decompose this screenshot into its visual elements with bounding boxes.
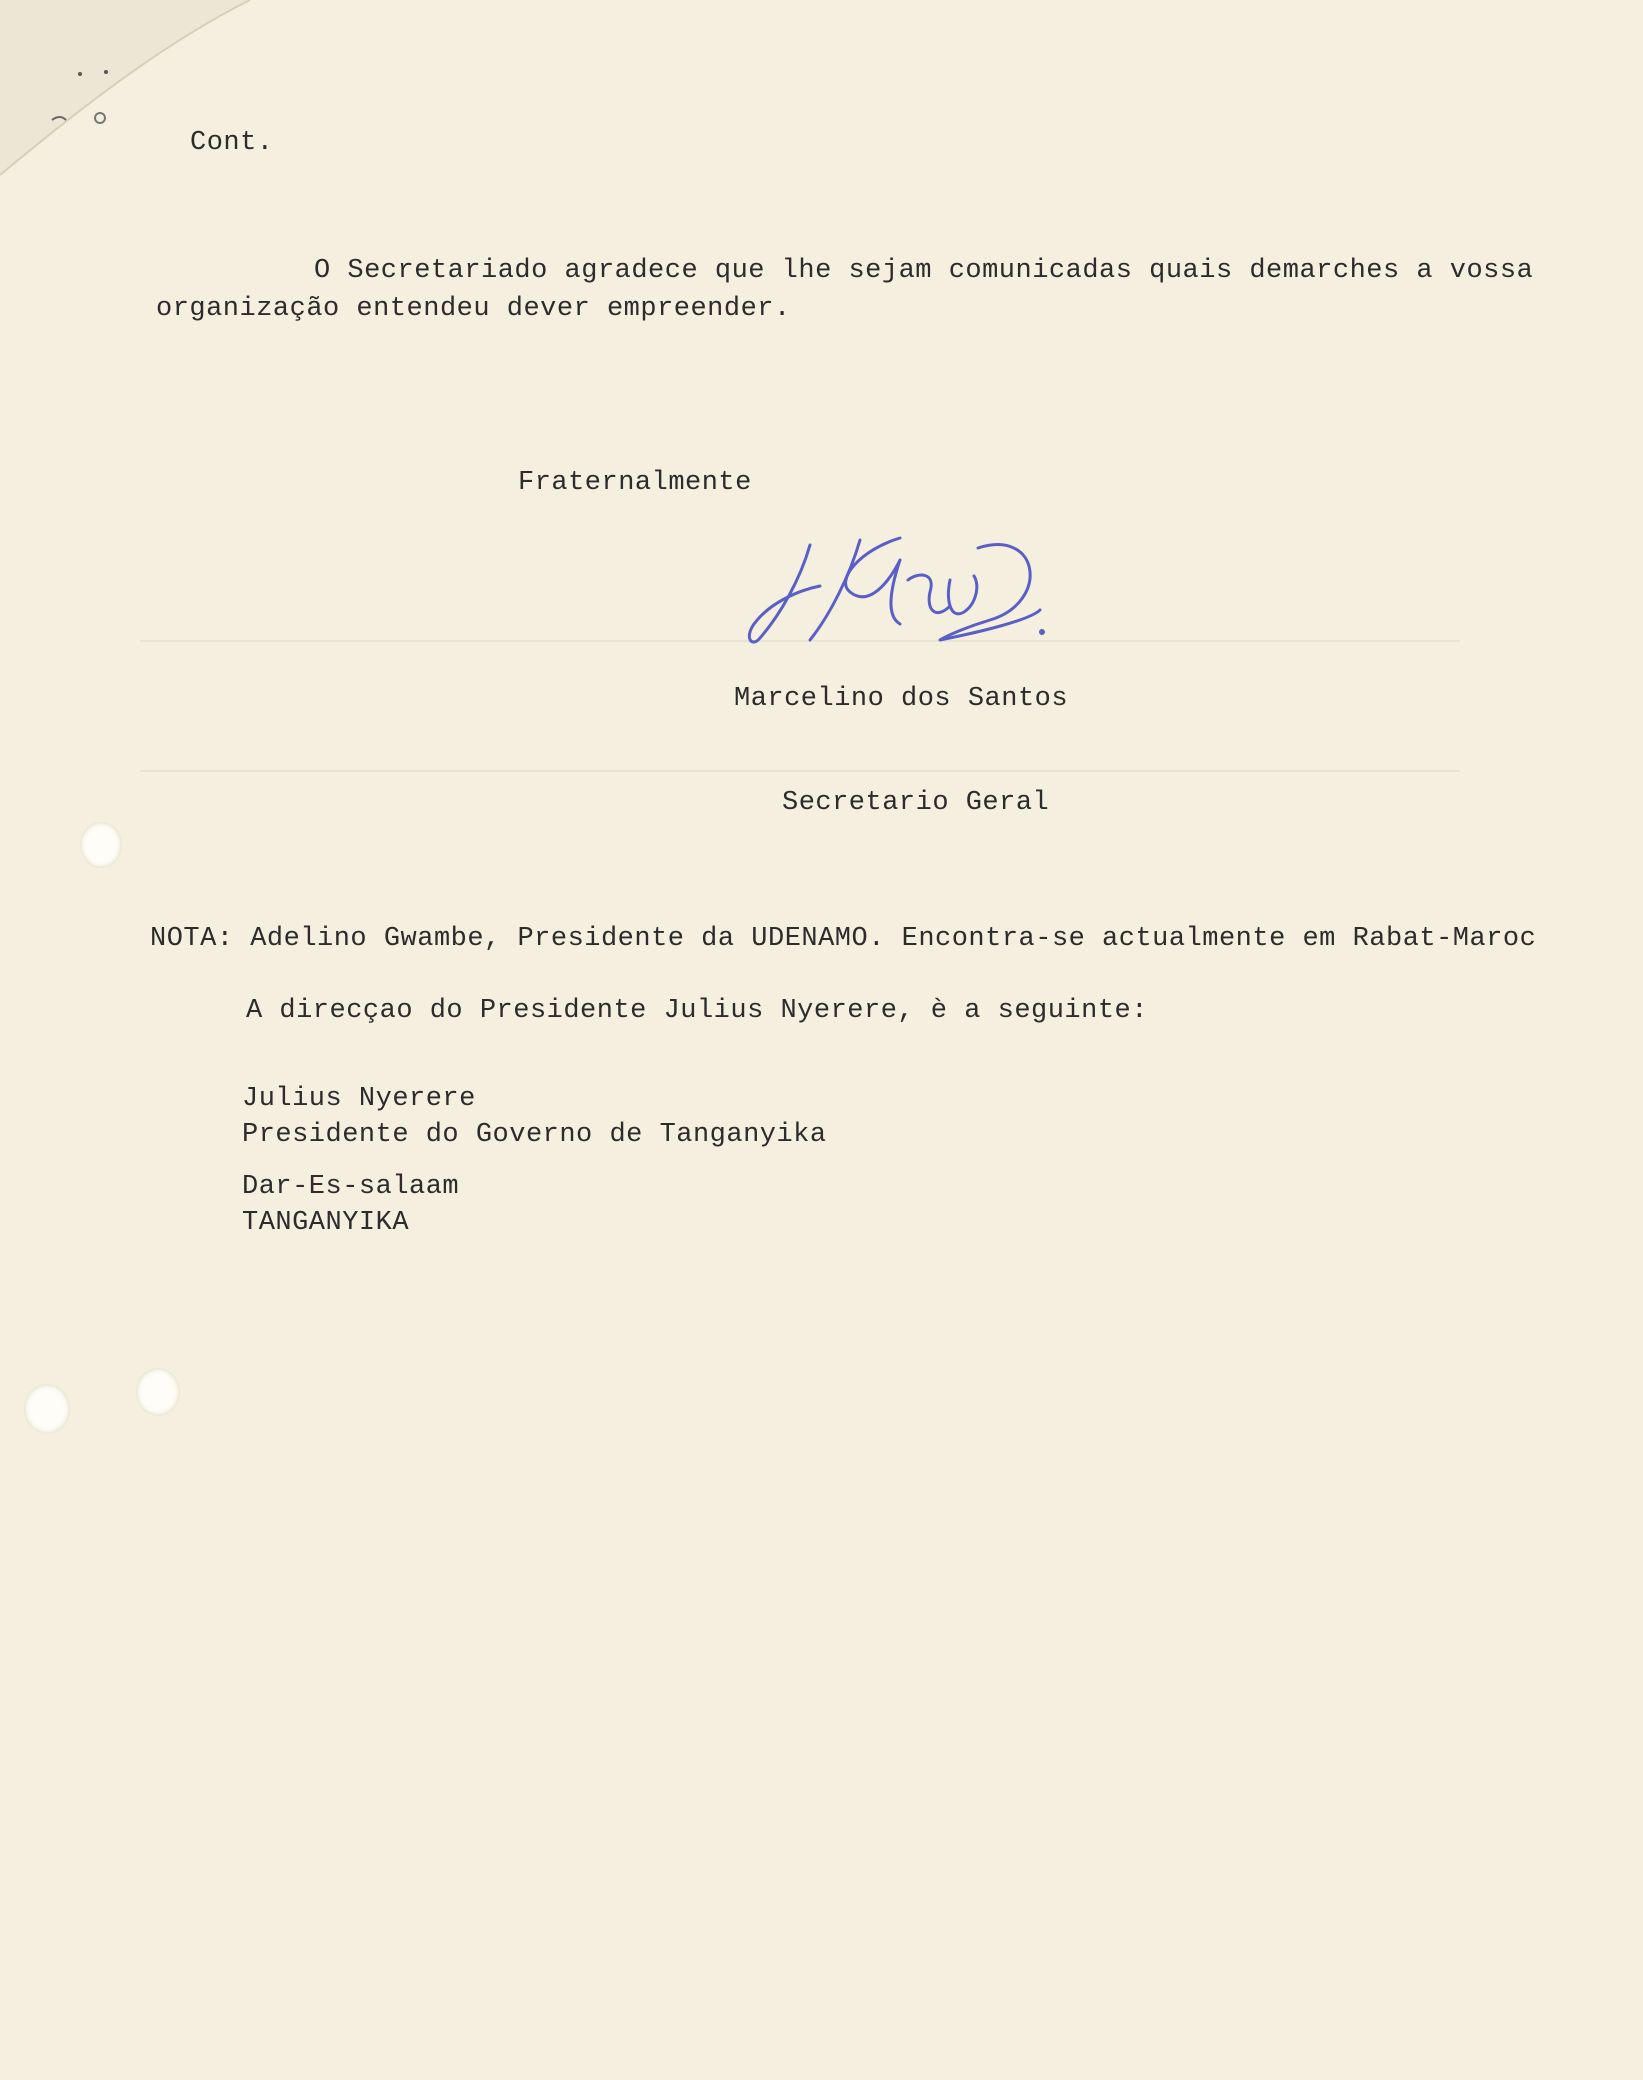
- closing: Fraternalmente: [518, 468, 752, 498]
- continuation-header: Cont.: [190, 128, 274, 158]
- signatory-title: Secretario Geral: [782, 788, 1050, 818]
- punch-hole: [80, 822, 122, 868]
- punch-hole: [24, 1384, 70, 1434]
- address-name: Julius Nyerere: [242, 1084, 476, 1114]
- punch-hole: [136, 1368, 180, 1416]
- handwritten-signature: [740, 520, 1060, 660]
- fold-line: [140, 770, 1460, 772]
- body-line-1: O Secretariado agradece que lhe sejam comunicadas quais demarches a vossa: [314, 256, 1534, 286]
- signatory-name: Marcelino dos Santos: [734, 684, 1069, 714]
- note-line-2: A direcçao do Presidente Julius Nyerere, è a seguinte:: [246, 996, 1148, 1026]
- address-city: Dar-Es-salaam: [242, 1172, 460, 1202]
- address-title: Presidente do Governo de Tanganyika: [242, 1120, 827, 1150]
- address-country: TANGANYIKA: [242, 1208, 410, 1238]
- body-line-2: organização entendeu dever empreender.: [156, 294, 791, 324]
- note-line-1: NOTA: Adelino Gwambe, Presidente da UDENAMO. Encontra-se actualmente em Rabat-Maroc: [150, 924, 1537, 954]
